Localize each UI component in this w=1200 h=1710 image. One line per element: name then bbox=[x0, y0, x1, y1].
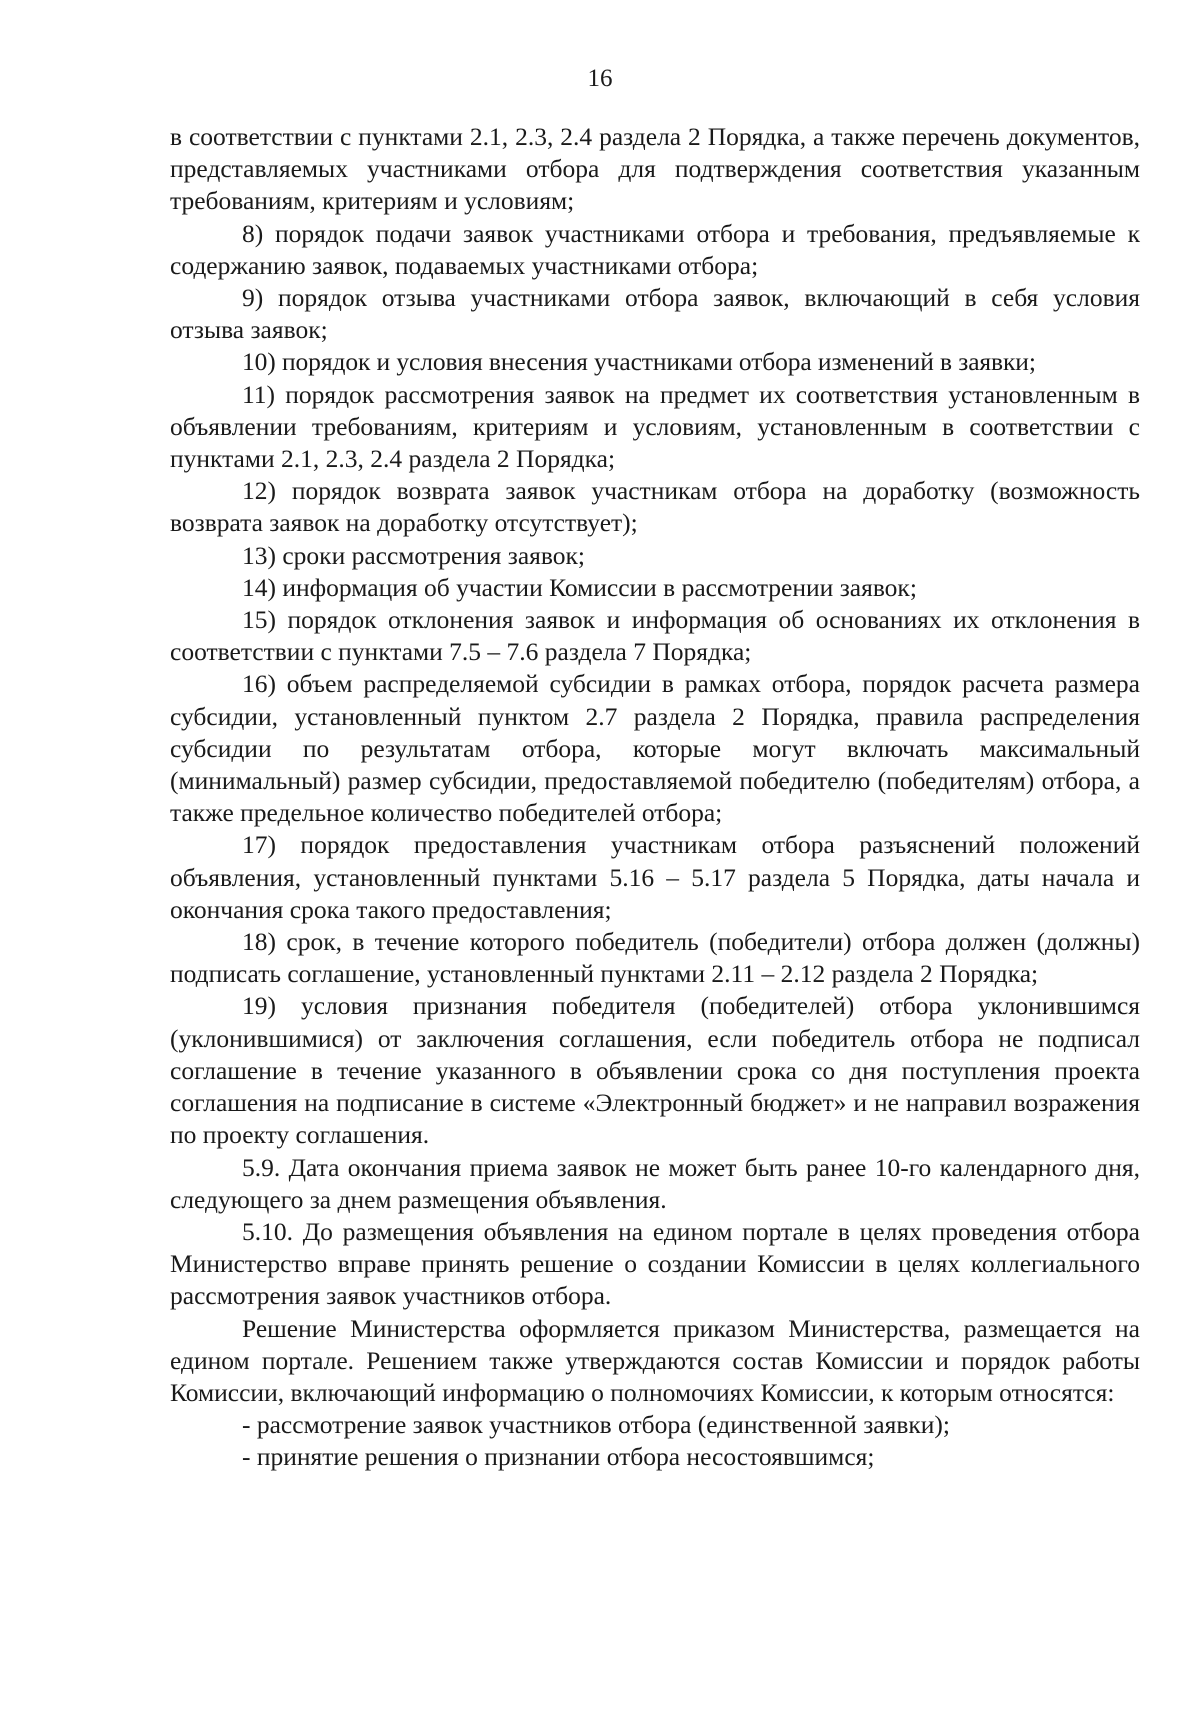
paragraph-item-8: 8) порядок подачи заявок участниками отбора и требования, предъявляемые к содержанию заявок, подаваемых участниками отбора; bbox=[170, 218, 1140, 280]
paragraph-5-10: 5.10. До размещения объявления на едином портале в целях проведения отбора Министерство вправе принять решение о создании Комиссии в целях коллегиального рассмотрения заявок участников отбора. bbox=[170, 1216, 1140, 1311]
list-item-failed-selection: - принятие решения о признании отбора несостоявшимся; bbox=[242, 1442, 875, 1472]
paragraph-item-10: 10) порядок и условия внесения участниками отбора изменений в заявки; bbox=[242, 347, 1036, 377]
paragraph-item-17: 17) порядок предоставления участникам отбора разъяснений положений объявления, установленный пунктами 5.16 – 5.17 раздела 5 Порядка, даты начала и окончания срока такого предоставления; bbox=[170, 830, 1140, 924]
paragraph-item-13: 13) сроки рассмотрения заявок; bbox=[242, 540, 585, 570]
paragraph-item-12: 12) порядок возврата заявок участникам отбора на доработку (возможность возврата заявок на доработку отсутствует); bbox=[170, 476, 1140, 538]
paragraph-decision: Решение Министерства оформляется приказом Министерства, размещается на едином портале. Решением также утверждаются состав Комиссии и порядок работы Комиссии, включающий информацию о полномочиях Комиссии, к которым относятся: bbox=[170, 1313, 1140, 1407]
paragraph-item-18: 18) срок, в течение которого победитель (победители) отбора должен (должны) подписать соглашение, установленный пунктами 2.11 – 2.12 раздела 2 Порядка; bbox=[170, 927, 1140, 989]
list-item-review-applications: - рассмотрение заявок участников отбора (единственной заявки); bbox=[242, 1410, 951, 1440]
page-number: 16 bbox=[587, 65, 613, 92]
paragraph-5-9: 5.9. Дата окончания приема заявок не может быть ранее 10-го календарного дня, следующего за днем размещения объявления. bbox=[170, 1152, 1140, 1214]
paragraph-item-11: 11) порядок рассмотрения заявок на предмет их соответствия установленным в объявлении требованиям, критериям и условиям, установленным в соответствии с пунктами 2.1, 2.3, 2.4 раздела 2 Порядка; bbox=[170, 379, 1140, 474]
paragraph-item-14: 14) информация об участии Комиссии в рассмотрении заявок; bbox=[242, 572, 917, 602]
paragraph-continuation: в соответствии с пунктами 2.1, 2.3, 2.4 раздела 2 Порядка, а также перечень документов, представляемых участниками отбора для подтверждения соответствия указанным требованиям, критериям и условиям; bbox=[170, 122, 1140, 216]
paragraph-item-15: 15) порядок отклонения заявок и информация об основаниях их отклонения в соответствии с пунктами 7.5 – 7.6 раздела 7 Порядка; bbox=[170, 605, 1140, 667]
document-body bbox=[170, 121, 1140, 1474]
paragraph-item-9: 9) порядок отзыва участниками отбора заявок, включающий в себя условия отзыва заявок; bbox=[170, 283, 1140, 345]
paragraph-item-19: 19) условия признания победителя (победителей) отбора уклонившимся (уклонившимися) от заключения соглашения, если победитель отбора не подписал соглашение в течение указанного в объявлении срока со дня поступления проекта соглашения на подписание в системе «Электронный бюджет» и не направил возражения по проекту соглашения. bbox=[170, 991, 1140, 1150]
paragraph-item-16: 16) объем распределяемой субсидии в рамках отбора, порядок расчета размера субсидии, установленный пунктом 2.7 раздела 2 Порядка, правила распределения субсидии по результатам отбора, которые могут включать максимальный (минимальный) размер субсидии, предоставляемой победителю (победителям) отбора, а также предельное количество победителей отбора; bbox=[170, 669, 1140, 828]
